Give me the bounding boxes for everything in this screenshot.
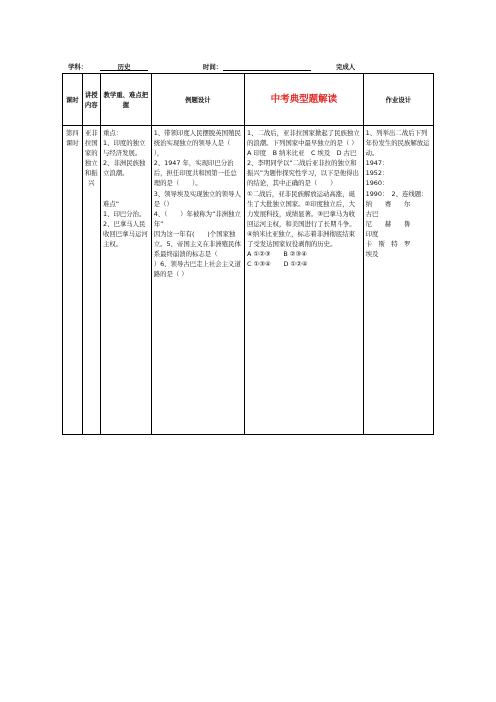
time-label: 时间： [203,63,223,71]
time-underline [223,62,311,71]
header-content: 讲授内容 [82,74,100,126]
header-examples: 例题设计 [151,74,244,126]
table-row [63,126,434,435]
completed-label: 完成人 [336,63,356,71]
cell-content: 亚非拉国家的独立和振兴 [82,126,100,435]
document-header [68,60,408,74]
cell-examples: 1、带领印度人民摆脱英国殖民 统治实现独立的领导人是（ ）， 2、1947 年，实现印巴分治后，担任印度共和国第一任总理的是（ ）。 3、领导埃及实现独立的领导人是（） 4、（ ）年被称为“非洲独立年” 因为这一年有( )个国家独立。5、帝国主义在非洲殖民体系最终崩溃的标志是（ ）6、领导古巴走上社会主义道路的是（ ） [151,126,244,435]
cell-homework: 1、列举出二战后下列年份发生的民族解放运动。 1947： 1952： 1960： 1990： 2、连线题： 纳 赛 尔 古巴 尼 赫 鲁 印度 卡 斯 特 罗 埃及 [363,126,433,435]
subject-label: 学科： [68,63,88,71]
lesson-plan-table [62,73,434,435]
cell-typical: 1、二战后，亚非拉国家掀起了民族独立的浪潮。下列国家中最早独立的是（ ） A 印度 B 纳米比亚 C 埃及 D 古巴 2、李明同学以“二战后亚非拉的独立和振兴”为题作探究性学习，以下是他得出的结论，其中正确的是（ ） ①二战后，亚非民族解放运动高涨，诞生了大批独立国家。②印度独立后，大力发展科技，成绩显著。③巴拿马为收回运河主权，和美国进行了长期斗争。 ④纳米比亚独立，标志着非洲彻底结束了受发达国家奴役剥削的历史。 A ①②③ B ②③④ C ①③④ D ①②④ [245,126,364,435]
cell-focus: 重点： 1、印度的独立与经济发展。 2、非洲民族独立浪潮。 难点“ 1、印巴分治。 2、巴拿马人民收回巴拿马运河主权。 [101,126,152,435]
header-focus: 教学重、难点把握 [101,74,152,126]
header-lesson: 课时 [63,74,83,126]
table-header-row [63,74,434,126]
cell-lesson: 第四课时 [63,126,83,435]
subject-value: 历史 [100,62,148,71]
header-typical: 中考典型题解读 [245,74,364,126]
header-homework: 作业设计 [363,74,433,126]
